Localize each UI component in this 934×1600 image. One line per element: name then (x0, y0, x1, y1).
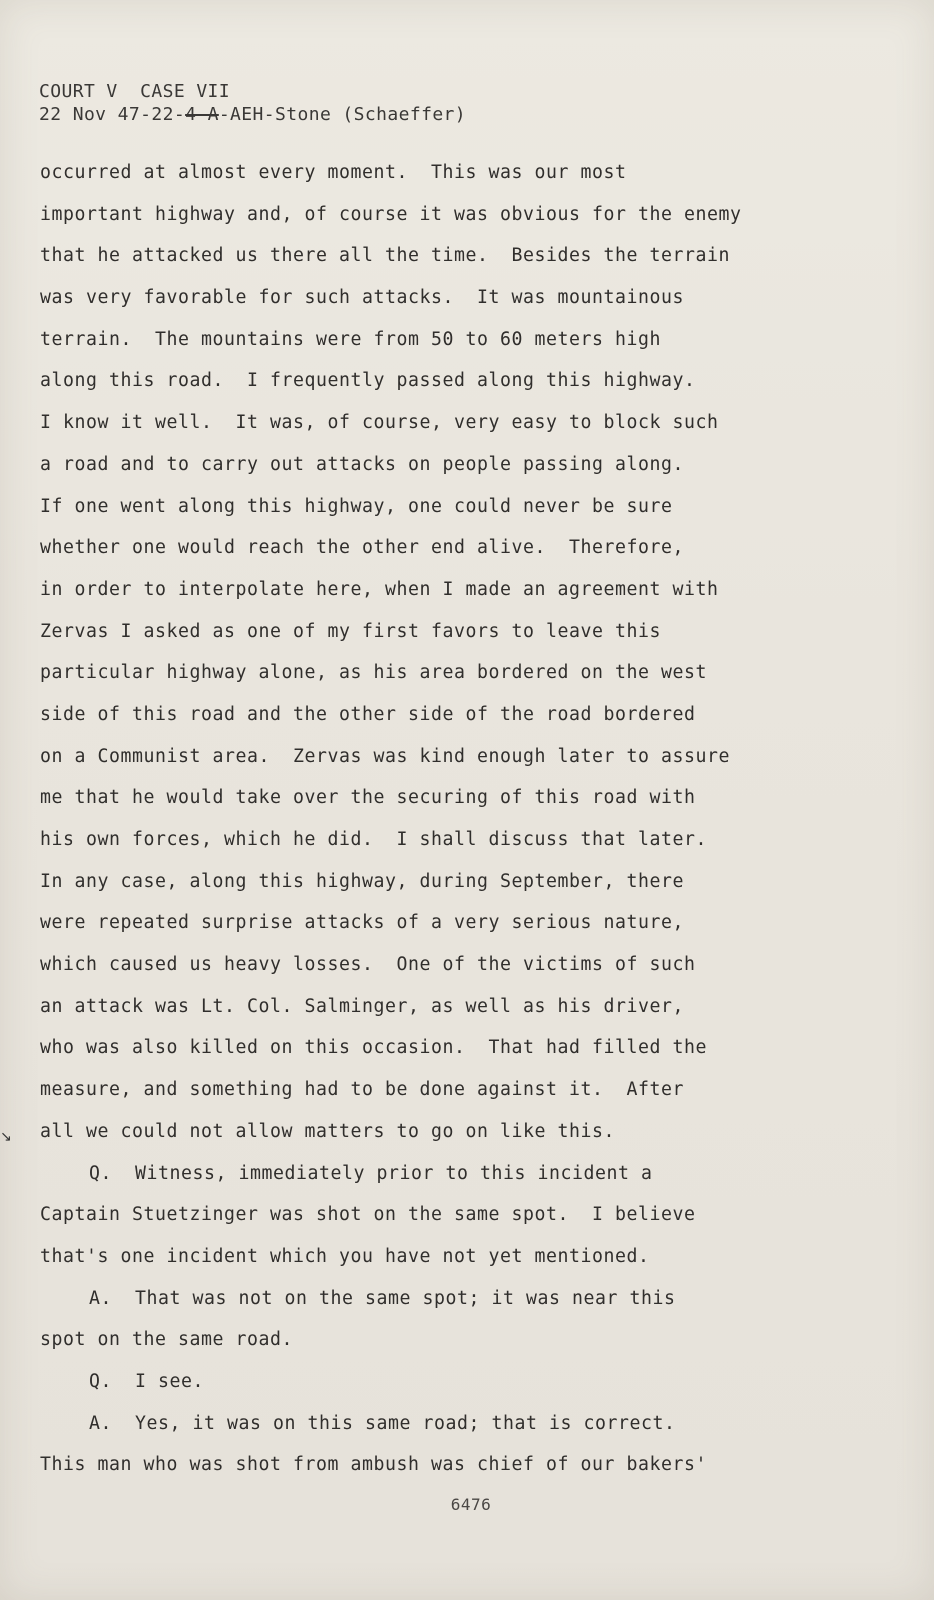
text-line: Zervas I asked as one of my first favors to leave this (40, 620, 661, 642)
question-line: Q. I see. (89, 1370, 204, 1392)
text-line: that's one incident which you have not yet mentioned. (40, 1245, 650, 1267)
text-line: were repeated surprise attacks of a very serious nature, (40, 912, 684, 934)
text-line: in order to interpolate here, when I made an agreement with (40, 578, 719, 600)
text-line: who was also killed on this occasion. That had filled the (40, 1037, 707, 1059)
text-line: along this road. I frequently passed along this highway. (40, 370, 696, 392)
margin-mark-icon: ↘ (0, 1129, 12, 1145)
answer-line: A. That was not on the same spot; it was near this (89, 1287, 676, 1309)
date-reference-line (39, 103, 466, 126)
text-line: whether one would reach the other end alive. Therefore, (40, 537, 684, 559)
text-line: a road and to carry out attacks on people passing along. (40, 453, 684, 475)
page-number: 6476 (450, 1495, 492, 1514)
question-line: Q. Witness, immediately prior to this incident a (89, 1162, 653, 1184)
court-case-line: COURT V CASE VII (39, 81, 231, 102)
text-line: that he attacked us there all the time. Besides the terrain (40, 245, 730, 267)
text-line: In any case, along this highway, during September, there (40, 870, 684, 892)
text-line: on a Communist area. Zervas was kind enough later to assure (40, 745, 730, 767)
text-line: an attack was Lt. Col. Salminger, as well as his driver, (40, 995, 684, 1017)
text-line: side of this road and the other side of the road bordered (40, 703, 696, 725)
text-line: was very favorable for such attacks. It was mountainous (40, 287, 684, 309)
date-reference-prefix: 22 Nov 47-22- (39, 104, 186, 125)
text-line: his own forces, which he did. I shall discuss that later. (40, 829, 707, 850)
answer-line: A. Yes, it was on this same road; that is correct. (89, 1412, 676, 1434)
text-line: me that he would take over the securing of this road with (40, 787, 696, 809)
text-line: particular highway alone, as his area bordered on the west (40, 662, 707, 684)
text-line: This man who was shot from ambush was chief of our bakers' (40, 1454, 707, 1476)
text-line: all we could not allow matters to go on like this. (40, 1120, 615, 1142)
text-line: which caused us heavy losses. One of the victims of such (40, 954, 696, 976)
struck-reference: 4-A (185, 104, 219, 125)
transcript-body (40, 163, 900, 1497)
date-reference-suffix: -AEH-Stone (Schaeffer) (218, 104, 467, 125)
text-line: measure, and something had to be done against it. After (40, 1079, 684, 1101)
text-line: If one went along this highway, one could never be sure (40, 495, 673, 517)
text-line: I know it well. It was, of course, very easy to block such (40, 412, 719, 434)
case-header (39, 80, 466, 126)
text-line: spot on the same road. (40, 1329, 293, 1351)
text-line: Captain Stuetzinger was shot on the same spot. I believe (40, 1204, 696, 1226)
text-line: important highway and, of course it was obvious for the enemy (40, 203, 742, 225)
text-line: terrain. The mountains were from 50 to 60 meters high (40, 328, 661, 350)
text-line: occurred at almost every moment. This was our most (40, 162, 627, 183)
